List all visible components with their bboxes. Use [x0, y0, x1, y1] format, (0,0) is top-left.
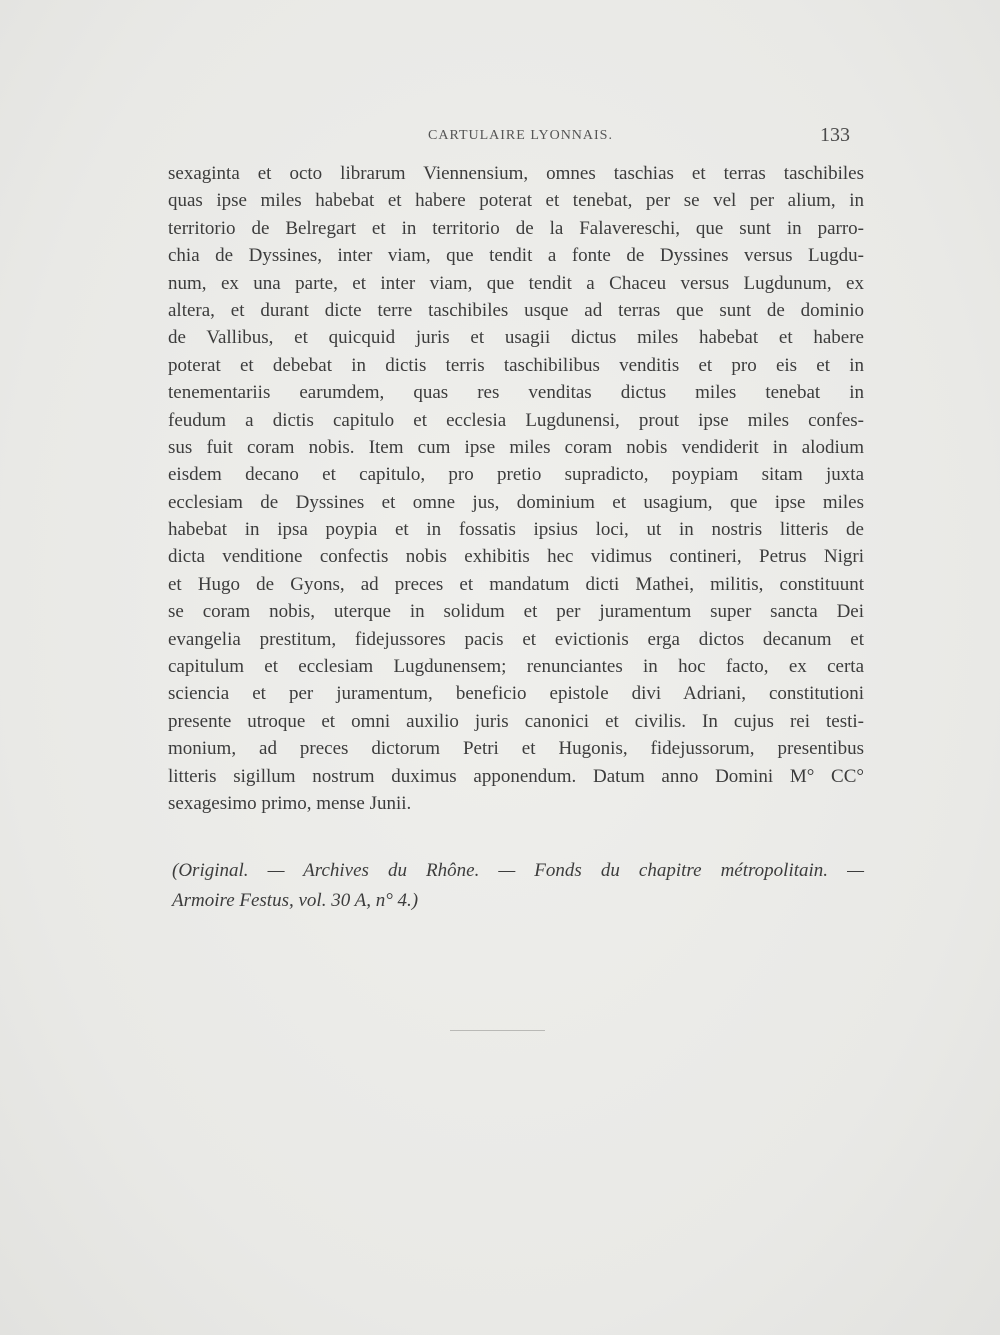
text-line: monium, ad preces dictorum Petri et Hugonis, fidejussorum, presentibus — [168, 738, 864, 760]
source-note — [172, 856, 864, 916]
text-line: poterat et debebat in dictis terris taschibilibus venditis et pro eis et in — [168, 354, 864, 376]
text-line: sus fuit coram nobis. Item cum ipse miles coram nobis vendiderit in alodium — [168, 436, 864, 458]
end-rule — [450, 1030, 545, 1031]
text-line: presente utroque et omni auxilio juris canonici et civilis. In cujus rei testi- — [168, 710, 864, 732]
text-line: sexagesimo primo, mense Junii. — [168, 792, 412, 814]
text-line: habebat in ipsa poypia et in fossatis ipsius loci, ut in nostris litteris de — [168, 519, 864, 541]
text-line: capitulum et ecclesiam Lugdunensem; renunciantes in hoc facto, ex certa — [168, 656, 864, 678]
source-note-line: Armoire Festus, vol. 30 A, n° 4.) — [172, 890, 419, 911]
text-line: ecclesiam de Dyssines et omne jus, dominium et usagium, que ipse miles — [168, 491, 864, 513]
text-line: se coram nobis, uterque in solidum et per juramentum super sancta Dei — [168, 601, 864, 623]
text-line: litteris sigillum nostrum duximus apponendum. Datum anno Domini M° CC° — [168, 765, 864, 787]
text-line: de Vallibus, et quicquid juris et usagii dictus miles habebat et habere — [168, 327, 864, 349]
text-line: num, ex una parte, et inter viam, que tendit a Chaceu versus Lugdunum, ex — [168, 272, 864, 294]
text-line: territorio de Belregart et in territorio de la Falavereschi, que sunt in parro- — [168, 217, 864, 239]
text-line: sexaginta et octo librarum Viennensium, omnes taschias et terras taschibiles — [168, 163, 864, 184]
text-line: tenementariis earumdem, quas res venditas dictus miles tenebat in — [168, 382, 864, 404]
text-line: sciencia et per juramentum, beneficio epistole divi Adriani, constitutioni — [168, 683, 864, 705]
running-head — [0, 124, 1000, 152]
text-line: et Hugo de Gyons, ad preces et mandatum dicti Mathei, militis, constituunt — [168, 573, 864, 595]
text-line: chia de Dyssines, inter viam, que tendit a fonte de Dyssines versus Lugdu- — [168, 245, 864, 267]
text-line: quas ipse miles habebat et habere poterat et tenebat, per se vel per alium, in — [168, 190, 864, 212]
running-title: CARTULAIRE LYONNAIS. — [428, 128, 613, 143]
body-text — [168, 160, 864, 817]
text-line: eisdem decano et capitulo, pro pretio supradicto, poypiam sitam juxta — [168, 464, 864, 486]
page-number: 133 — [820, 124, 850, 146]
text-line: feudum a dictis capitulo et ecclesia Lugdunensi, prout ipse miles confes- — [168, 409, 864, 431]
text-line: dicta venditione confectis nobis exhibitis hec vidimus contineri, Petrus Nigri — [168, 546, 864, 568]
text-line: altera, et durant dicte terre taschibiles usque ad terras que sunt de dominio — [168, 299, 864, 321]
text-line: evangelia prestitum, fidejussores pacis et evictionis erga dictos decanum et — [168, 628, 864, 650]
source-note-line: (Original. — Archives du Rhône. — Fonds du chapitre métropolitain. — — [172, 860, 864, 881]
